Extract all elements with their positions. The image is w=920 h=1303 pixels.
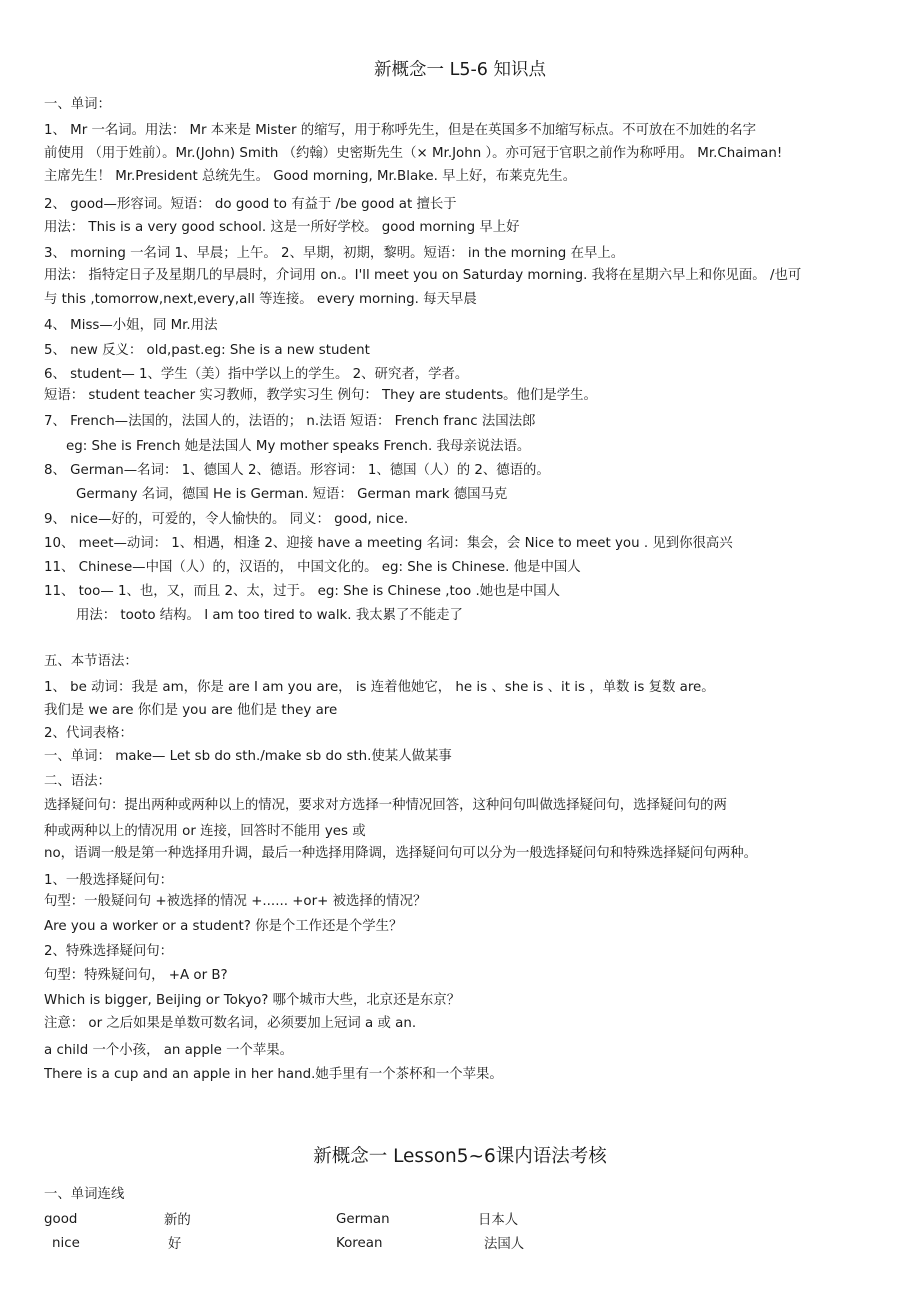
text-line: 11、 Chinese—中国（人）的，汉语的， 中国文化的。 eg: She is Chinese. 他是中国人 [44,560,581,575]
text-line: 1、 Mr 一名词。用法： Mr 本来是 Mister 的缩写，用于称呼先生，但是在英国多不加缩写标点。不可放在不加姓的名字 [44,123,756,138]
text-line: 9、 nice—好的，可爱的，令人愉快的。 同义： good, nice. [44,512,409,527]
page-title: 新概念一 L5-6 知识点 [374,60,546,80]
text-line: 2、 good—形容词。短语： do good to 有益于 /be good at 擅长于 [44,197,457,212]
text-line: 用法： tooto 结构。 I am too tired to walk. 我太累了不能走了 [76,608,463,623]
text-line: Which is bigger, Beijing or Tokyo? 哪个城市大些，北京还是东京？ [44,993,461,1008]
text-line: 我们是 we are 你们是 you are 他们是 they are [44,703,338,718]
text-line: Germany 名词，德国 He is German. 短语： German mark 德国马克 [76,487,508,502]
text-line: 短语： student teacher 实习教师，教学实习生 例句： They are students。他们是学生。 [44,388,597,403]
match-cell: 好 [168,1237,182,1252]
text-line: 1、 be 动词：我是 am，你是 are I am you are， is 连着他她它， he is 、she is 、it is ，单数 is 复数 are。 [44,680,715,695]
text-line: 句型：一般疑问句 +被选择的情况 +...... +or+ 被选择的情况？ [44,894,427,909]
section-heading-vocabulary: 一、单词： [44,97,111,112]
text-line: 种或两种以上的情况用 or 连接，回答时不能用 yes 或 [44,824,366,839]
text-line: 2、特殊选择疑问句： [44,944,174,959]
match-cell: 新的 [164,1213,191,1228]
text-line: 与 this ,tomorrow,next,every,all 等连接。 every morning. 每天早晨 [44,292,477,307]
text-line: 3、 morning 一名词 1、早晨；上午。 2、早期，初期，黎明。短语： in the morning 在早上。 [44,246,625,261]
text-line: 7、 French—法国的，法国人的，法语的； n.法语 短语： French franc 法国法郎 [44,414,536,429]
text-line: 选择疑问句：提出两种或两种以上的情况，要求对方选择一种情况回答，这种问句叫做选择疑问句，选择疑问句的两 [44,798,727,813]
match-cell: nice [52,1236,80,1251]
match-cell: Korean [336,1236,383,1251]
text-line: 8、 German—名词： 1、德国人 2、德语。形容词： 1、德国（人）的 2、德语的。 [44,463,550,478]
text-line: There is a cup and an apple in her hand.她手里有一个茶杯和一个苹果。 [44,1067,503,1082]
text-line: 10、 meet—动词： 1、相遇，相逢 2、迎接 have a meeting 名词：集会，会 Nice to meet you . 见到你很高兴 [44,536,733,551]
text-line: Are you a worker or a student? 你是个工作还是个学生？ [44,919,403,934]
match-cell: 法国人 [484,1237,525,1252]
text-line: 用法： This is a very good school. 这是一所好学校。 good morning 早上好 [44,220,520,235]
text-line: 1、一般选择疑问句： [44,873,174,888]
text-line: eg: She is French 她是法国人 My mother speaks French. 我母亲说法语。 [66,439,531,454]
text-line: no，语调一般是第一种选择用升调，最后一种选择用降调，选择疑问句可以分为一般选择疑问句和特殊选择疑问句两种。 [44,846,757,861]
text-line: 4、 Miss—小姐，同 Mr.用法 [44,318,218,333]
text-line: 5、 new 反义： old,past.eg: She is a new student [44,343,370,358]
exam-title: 新概念一 Lesson5~6课内语法考核 [313,1146,607,1167]
match-cell: 日本人 [478,1213,519,1228]
text-line: 一、单词： make— Let sb do sth./make sb do sth.使某人做某事 [44,749,452,764]
text-line: 句型：特殊疑问句， +A or B? [44,968,228,983]
match-cell: German [336,1212,390,1227]
text-line: 11、 too— 1、也，又，而且 2、太，过于。 eg: She is Chinese ,too .她也是中国人 [44,584,561,599]
text-line: 用法： 指特定日子及星期几的早晨时，介词用 on.。I'll meet you on Saturday morning. 我将在星期六早上和你见面。 /也可 [44,268,802,283]
text-line: 主席先生！ Mr.President 总统先生。 Good morning, Mr.Blake. 早上好，布莱克先生。 [44,169,577,184]
section-heading-matching: 一、单词连线 [44,1187,125,1202]
text-line: 2、代词表格： [44,726,133,741]
match-cell: good [44,1212,78,1227]
text-line: 注意： or 之后如果是单数可数名词，必须要加上冠词 a 或 an. [44,1016,417,1031]
section-heading-grammar: 五、本节语法： [44,654,138,669]
text-line: 前使用 （用于姓前）。Mr.(John) Smith （约翰）史密斯先生（× Mr.John ）。亦可冠于官职之前作为称呼用。 Mr.Chaiman! [44,146,783,161]
text-line: 二、语法： [44,774,111,789]
text-line: 6、 student— 1、学生（美）指中学以上的学生。 2、研究者，学者。 [44,367,469,382]
text-line: a child 一个小孩， an apple 一个苹果。 [44,1043,294,1058]
